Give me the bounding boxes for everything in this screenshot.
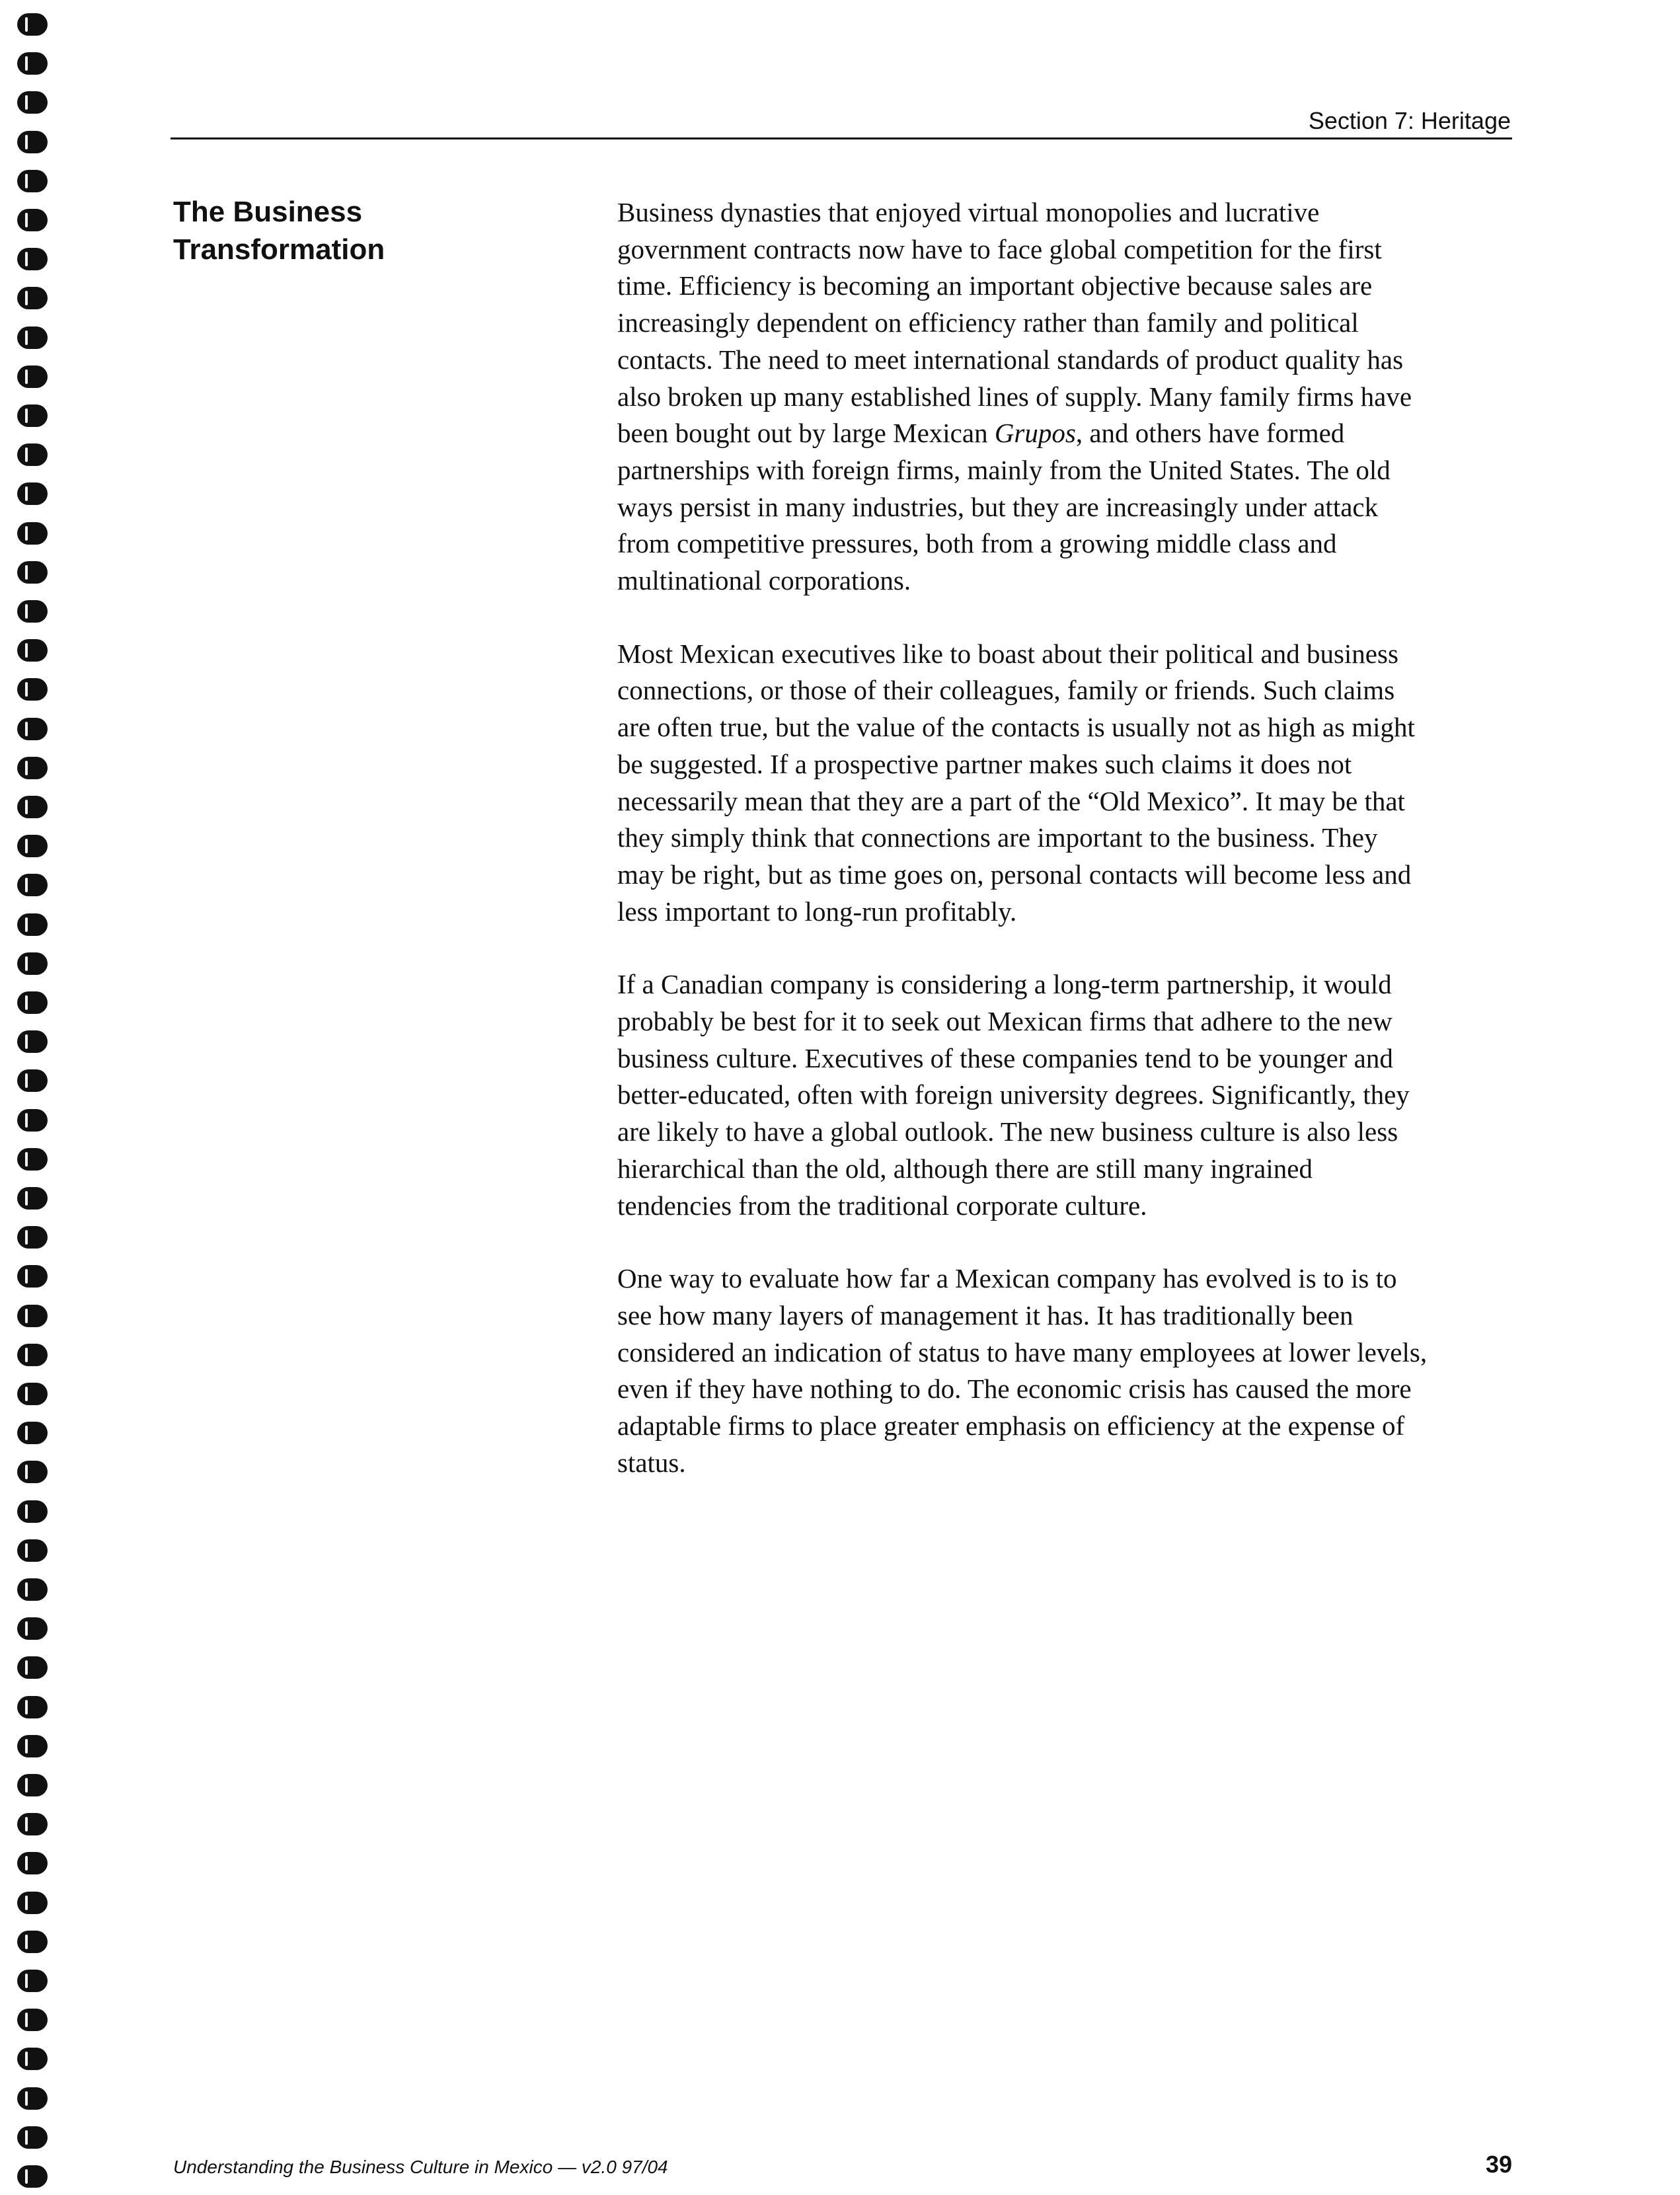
text-line: government contracts now have to face global competition for the first <box>617 233 1382 264</box>
spiral-binding-hole-icon <box>17 443 48 466</box>
spiral-binding-hole-icon <box>17 913 48 936</box>
text-line: If a Canadian company is considering a long-term partnership, it would <box>617 969 1392 1000</box>
spiral-binding-hole-icon <box>17 991 48 1014</box>
text-line: hierarchical than the old, although there are still many ingrained <box>617 1153 1313 1184</box>
spiral-binding-hole-icon <box>17 639 48 662</box>
text-line: they simply think that connections are important to the business. They <box>617 822 1378 853</box>
page-number: 39 <box>1485 2151 1512 2178</box>
spiral-binding-hole-icon <box>17 1148 48 1171</box>
text-line: Business dynasties that enjoyed virtual monopolies and lucrative <box>617 197 1320 227</box>
text-line: business culture. Executives of these companies tend to be younger and <box>617 1042 1393 1073</box>
text-line: ways persist in many industries, but they are increasingly under attack <box>617 491 1379 522</box>
body-text <box>617 194 1503 1518</box>
spiral-binding-hole-icon <box>17 1069 48 1092</box>
spiral-binding-hole-icon <box>17 1305 48 1327</box>
italic-term-grupos: Grupos <box>994 418 1076 449</box>
text-line: necessarily mean that they are a part of the “Old Mexico”. It may be that <box>617 785 1405 816</box>
spiral-binding-hole-icon <box>17 1617 48 1640</box>
text-line: also broken up many established lines of supply. Many family firms have <box>617 381 1412 412</box>
spiral-binding-hole-icon <box>17 1030 48 1053</box>
spiral-binding-hole-icon <box>17 1500 48 1523</box>
paragraph-2 <box>617 636 1503 931</box>
spiral-binding-hole-icon <box>17 561 48 584</box>
spiral-binding-hole-icon <box>17 757 48 779</box>
spiral-binding-hole-icon <box>17 1813 48 1835</box>
spiral-binding-hole-icon <box>17 366 48 388</box>
spiral-binding-hole-icon <box>17 522 48 545</box>
side-heading-line-1: The Business <box>173 196 363 228</box>
text-line: may be right, but as time goes on, personal contacts will become less and <box>617 859 1412 890</box>
text-line: time. Efficiency is becoming an important objective because sales are <box>617 270 1373 301</box>
paragraph-3 <box>617 966 1503 1224</box>
spiral-binding-hole-icon <box>17 327 48 349</box>
text-segment: been bought out by large Mexican <box>617 418 995 449</box>
side-heading-line-2: Transformation <box>173 233 385 266</box>
text-line: even if they have nothing to do. The economic crisis has caused the more <box>617 1373 1412 1405</box>
spiral-binding-hole-icon <box>17 1578 48 1601</box>
spiral-binding-hole-icon <box>17 2165 48 2188</box>
spiral-binding-hole-icon <box>17 874 48 896</box>
text-line: be suggested. If a prospective partner makes such claims it does not <box>617 748 1352 779</box>
spiral-binding-hole-icon <box>17 2126 48 2149</box>
spiral-binding-hole-icon <box>17 1931 48 1953</box>
spiral-binding-hole-icon <box>17 796 48 818</box>
spiral-binding-hole-icon <box>17 2048 48 2070</box>
text-line: are often true, but the value of the contacts is usually not as high as might <box>617 712 1415 743</box>
text-line: One way to evaluate how far a Mexican company has evolved is to is to <box>617 1263 1397 1294</box>
text-segment: , and others have formed <box>1075 418 1345 449</box>
spiral-binding-hole-icon <box>17 13 48 36</box>
text-line: contacts. The need to meet international standards of product quality has <box>617 344 1404 375</box>
spiral-binding-hole-icon <box>17 678 48 701</box>
spiral-binding-hole-icon <box>17 2087 48 2110</box>
text-line: tendencies from the traditional corporate culture. <box>617 1190 1147 1221</box>
running-header: Section 7: Heritage <box>1308 107 1511 134</box>
spiral-binding-hole-icon <box>17 209 48 231</box>
spiral-binding-hole-icon <box>17 1187 48 1210</box>
spiral-binding-hole-icon <box>17 1383 48 1405</box>
paragraph-4 <box>617 1260 1503 1481</box>
text-line: connections, or those of their colleagues, family or friends. Such claims <box>617 675 1395 706</box>
text-line: adaptable firms to place greater emphasis on efficiency at the expense of <box>617 1410 1405 1442</box>
text-line: probably be best for it to seek out Mexican firms that adhere to the new <box>617 1006 1393 1037</box>
text-line: partnerships with foreign firms, mainly from the United States. The old <box>617 454 1391 485</box>
text-line: considered an indication of status to have many employees at lower levels, <box>617 1336 1428 1367</box>
spiral-binding-hole-icon <box>17 1696 48 1718</box>
spiral-binding-hole-icon <box>17 718 48 740</box>
spiral-binding <box>15 7 52 2188</box>
text-line: are likely to have a global outlook. The new business culture is also less <box>617 1116 1398 1147</box>
side-heading <box>173 193 451 268</box>
text-line-with-italic <box>617 415 1503 452</box>
spiral-binding-hole-icon <box>17 404 48 427</box>
spiral-binding-hole-icon <box>17 131 48 153</box>
spiral-binding-hole-icon <box>17 1892 48 1914</box>
spiral-binding-hole-icon <box>17 91 48 114</box>
spiral-binding-hole-icon <box>17 52 48 75</box>
spiral-binding-hole-icon <box>17 1656 48 1679</box>
spiral-binding-hole-icon <box>17 1735 48 1757</box>
spiral-binding-hole-icon <box>17 248 48 270</box>
spiral-binding-hole-icon <box>17 1265 48 1288</box>
footer-title: Understanding the Business Culture in Mexico — v2.0 97/04 <box>173 2157 668 2177</box>
text-line: multinational corporations. <box>617 565 911 596</box>
text-line: Most Mexican executives like to boast about their political and business <box>617 638 1398 669</box>
spiral-binding-hole-icon <box>17 952 48 975</box>
spiral-binding-hole-icon <box>17 170 48 192</box>
text-line: status. <box>617 1447 686 1478</box>
spiral-binding-hole-icon <box>17 1422 48 1444</box>
text-line: see how many layers of management it has. It has traditionally been <box>617 1299 1354 1330</box>
text-line: better-educated, often with foreign university degrees. Significantly, they <box>617 1079 1410 1110</box>
text-line: from competitive pressures, both from a growing middle class and <box>617 528 1337 559</box>
spiral-binding-hole-icon <box>17 1109 48 1132</box>
spiral-binding-hole-icon <box>17 287 48 309</box>
spiral-binding-hole-icon <box>17 1970 48 1992</box>
spiral-binding-hole-icon <box>17 835 48 857</box>
spiral-binding-hole-icon <box>17 1774 48 1796</box>
paragraph-1 <box>617 194 1503 599</box>
spiral-binding-hole-icon <box>17 1461 48 1483</box>
spiral-binding-hole-icon <box>17 482 48 505</box>
spiral-binding-hole-icon <box>17 2009 48 2031</box>
spiral-binding-hole-icon <box>17 1344 48 1366</box>
header-rule <box>171 137 1512 139</box>
spiral-binding-hole-icon <box>17 600 48 623</box>
text-line: increasingly dependent on efficiency rather than family and political <box>617 307 1359 338</box>
spiral-binding-hole-icon <box>17 1852 48 1874</box>
spiral-binding-hole-icon <box>17 1539 48 1562</box>
spiral-binding-hole-icon <box>17 1226 48 1249</box>
text-line: less important to long-run profitably. <box>617 896 1017 927</box>
